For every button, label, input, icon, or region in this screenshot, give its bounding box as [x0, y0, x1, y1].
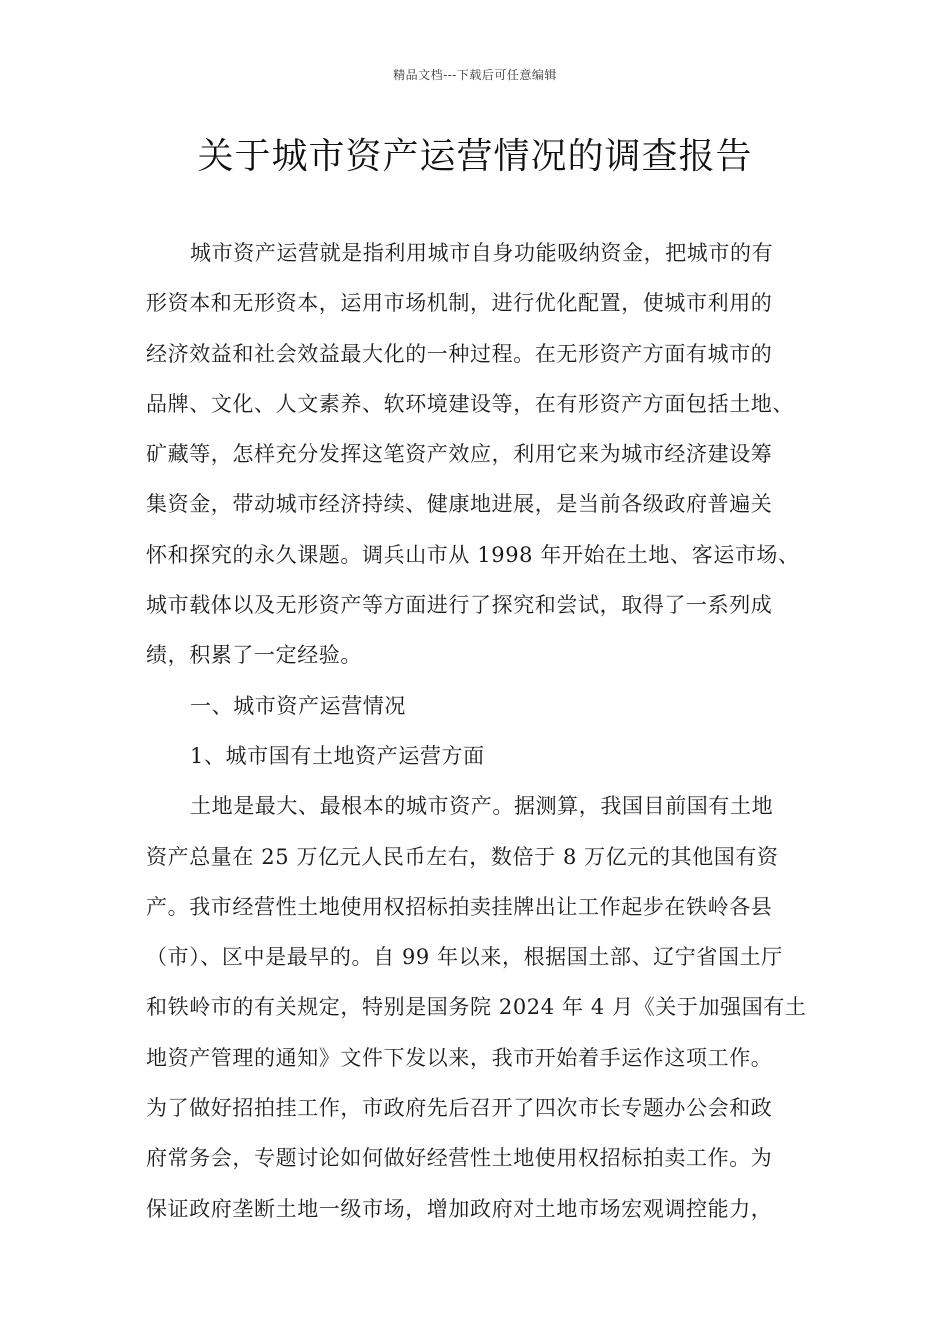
body-line: 集资金，带动城市经济持续、健康地进展，是当前各级政府普遍关 — [146, 492, 773, 517]
body-line: （市）、区中是最早的。自 99 年以来，根据国土部、辽宁省国土厅 — [146, 945, 783, 970]
body-line: 绩，积累了一定经验。 — [146, 643, 362, 668]
body-line: 品牌、文化、人文素养、软环境建设等，在有形资产方面包括土地、 — [146, 391, 794, 416]
document-title: 关于城市资产运营情况的调查报告 — [197, 136, 753, 177]
body-line: 怀和探究的永久课题。调兵山市从 1998 年开始在土地、客运市场、 — [146, 542, 800, 567]
body-line: 土地是最大、最根本的城市资产。据测算，我国目前国有土地 — [190, 794, 774, 819]
section-heading: 一、城市资产运营情况 — [190, 693, 406, 718]
document-body — [146, 228, 806, 1234]
body-line: 形资本和无形资本，运用市场机制，进行优化配置，使城市利用的 — [146, 291, 773, 316]
header-note: 精品文档---下载后可任意编辑 — [393, 68, 557, 82]
body-line: 产。我市经营性土地使用权招标拍卖挂牌出让工作起步在铁岭各县 — [146, 894, 773, 919]
body-line: 矿藏等，怎样充分发挥这笔资产效应，利用它来为城市经济建设筹 — [146, 442, 773, 467]
body-line: 城市载体以及无形资产等方面进行了探究和尝试，取得了一系列成 — [146, 593, 773, 618]
body-line: 经济效益和社会效益最大化的一种过程。在无形资产方面有城市的 — [146, 341, 773, 366]
body-line: 资产总量在 25 万亿元人民币左右，数倍于 8 万亿元的其他国有资 — [146, 844, 779, 869]
body-line: 城市资产运营就是指利用城市自身功能吸纳资金，把城市的有 — [190, 241, 774, 265]
subsection-heading: 1、城市国有土地资产运营方面 — [190, 743, 485, 768]
body-line: 保证政府垄断土地一级市场，增加政府对土地市场宏观调控能力， — [146, 1196, 773, 1221]
body-line: 地资产管理的通知》文件下发以来，我市开始着手运作这项工作。 — [146, 1045, 773, 1070]
body-line: 和铁岭市的有关规定，特别是国务院 2024 年 4 月《关于加强国有土 — [146, 995, 807, 1020]
body-line: 府常务会，专题讨论如何做好经营性土地使用权招标拍卖工作。为 — [146, 1146, 773, 1171]
body-line: 为了做好招拍挂工作，市政府先后召开了四次市长专题办公会和政 — [146, 1096, 773, 1121]
